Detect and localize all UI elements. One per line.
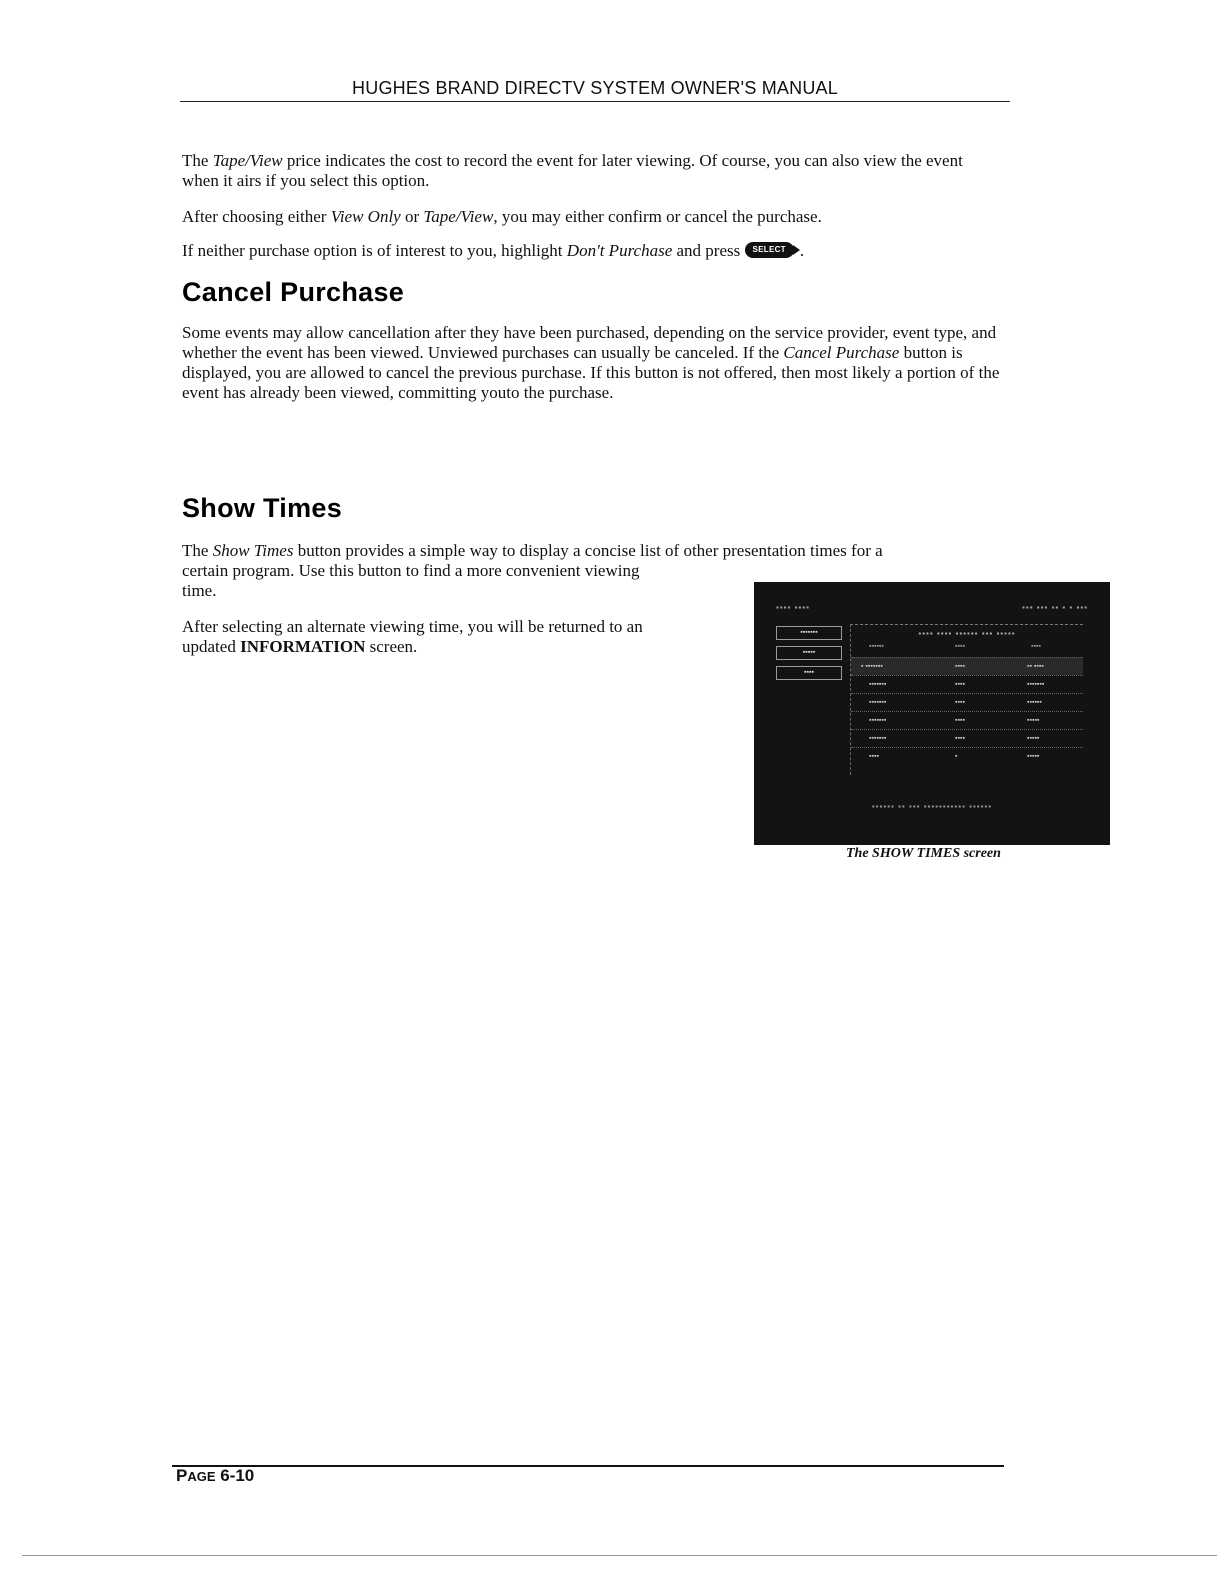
emphasis: Tape/View — [423, 207, 494, 226]
running-header: HUGHES BRAND DIRECTV SYSTEM OWNER'S MANUAL — [352, 78, 838, 98]
text: , you may either confirm or cancel the purchase. — [493, 207, 822, 226]
emphasis: Don't Purchase — [566, 241, 673, 260]
figure-caption: The SHOW TIMES screen — [846, 846, 1001, 861]
column-head-blur: ▪▪▪▪ — [955, 643, 965, 650]
show-times-paragraph-line1 — [182, 541, 1012, 561]
text: . — [799, 241, 805, 260]
screen-row: ▪▪▪▪▪▪▪ ▪▪▪▪ ▪▪▪▪▪▪▪ — [851, 675, 1083, 693]
emphasis: View Only — [330, 207, 401, 226]
text: button provides a simple way to display a concise list of other presentation times for a — [293, 541, 883, 560]
text: P — [176, 1466, 188, 1485]
select-button-icon: SELECT — [745, 242, 794, 258]
cancel-purchase-paragraph — [182, 323, 1000, 403]
text: If neither purchase option is of interest to you, highlight — [182, 241, 567, 260]
column-head-blur: ▪▪▪▪ — [1031, 643, 1041, 650]
screen-row: ▪▪▪▪▪▪▪ ▪▪▪▪ ▪▪▪▪▪▪ — [851, 693, 1083, 711]
show-times-paragraph-line2: certain program. Use this button to find a more convenient viewing — [182, 561, 640, 580]
text: and press — [672, 241, 745, 260]
text: The — [182, 541, 213, 560]
screen-row: ▪ ▪▪▪▪▪▪▪ ▪▪▪▪ ▪▪ ▪▪▪▪ — [851, 657, 1083, 675]
screen-row: ▪▪▪▪▪▪▪ ▪▪▪▪ ▪▪▪▪▪ — [851, 711, 1083, 729]
emphasis: Tape/View — [212, 151, 283, 170]
screen-button: ▪▪▪▪ — [776, 666, 842, 680]
show-times-screen-image — [754, 582, 1110, 845]
bold-text: INFORMATION — [240, 637, 366, 656]
scan-edge-line — [22, 1555, 1217, 1556]
text: After choosing either — [182, 207, 331, 226]
text: or — [400, 207, 424, 226]
text: The — [182, 151, 213, 170]
column-head-blur: ▪▪▪▪▪▪ — [869, 643, 884, 650]
screen-title-blur: ▪▪▪▪ ▪▪▪▪ — [776, 603, 810, 612]
panel-heading-blur: ▪▪▪▪ ▪▪▪▪ ▪▪▪▪▪▪ ▪▪▪ ▪▪▪▪▪ — [918, 629, 1016, 638]
text: Some events may allow cancellation after they have been purchased, depending on the service provider, event type, and whether the event has been viewed. Unviewed purchases can usually be canceled. If the — [182, 323, 997, 362]
emphasis: Cancel Purchase — [783, 343, 900, 362]
show-times-paragraph-line3: time. — [182, 581, 217, 600]
emphasis: Show Times — [212, 541, 294, 560]
return-paragraph-line2 — [182, 637, 742, 657]
cancel-purchase-heading: Cancel Purchase — [182, 277, 405, 307]
text: AGE — [187, 1469, 216, 1484]
choose-option-paragraph — [182, 207, 1002, 227]
tapeview-paragraph — [182, 151, 1002, 191]
screen-row: ▪▪▪▪ ▪ ▪▪▪▪▪ — [851, 747, 1083, 765]
text: price indicates the cost to record the event for later viewing. Of course, you can also view the event when it airs if you select this option. — [182, 151, 963, 190]
header-rule — [180, 101, 1010, 102]
screen-button: ▪▪▪▪▪ — [776, 646, 842, 660]
screen-button: ▪▪▪▪▪▪▪ — [776, 626, 842, 640]
screen-row: ▪▪▪▪▪▪▪ ▪▪▪▪ ▪▪▪▪▪ — [851, 729, 1083, 747]
text: updated — [182, 637, 241, 656]
show-times-heading: Show Times — [182, 493, 343, 523]
screen-footer-blur: ▪▪▪▪▪▪ ▪▪ ▪▪▪ ▪▪▪▪▪▪▪▪▪▪▪ ▪▪▪▪▪▪ — [871, 802, 993, 811]
text: screen. — [365, 637, 418, 656]
text: 6-10 — [215, 1466, 255, 1485]
footer-rule — [172, 1465, 1004, 1467]
dont-purchase-paragraph — [182, 241, 1002, 261]
screen-date-blur: ▪▪▪ ▪▪▪ ▪▪ ▪ ▪ ▪▪▪ — [1022, 603, 1088, 612]
page-number — [176, 1466, 254, 1486]
return-paragraph-line1: After selecting an alternate viewing time, you will be returned to an — [182, 617, 643, 636]
text: button is displayed, you are allowed to cancel the previous purchase. If this button is not offered, then most likely a portion of the event has already been viewed, committing youto the purchase. — [182, 343, 1000, 402]
screen-panel — [850, 624, 1083, 775]
